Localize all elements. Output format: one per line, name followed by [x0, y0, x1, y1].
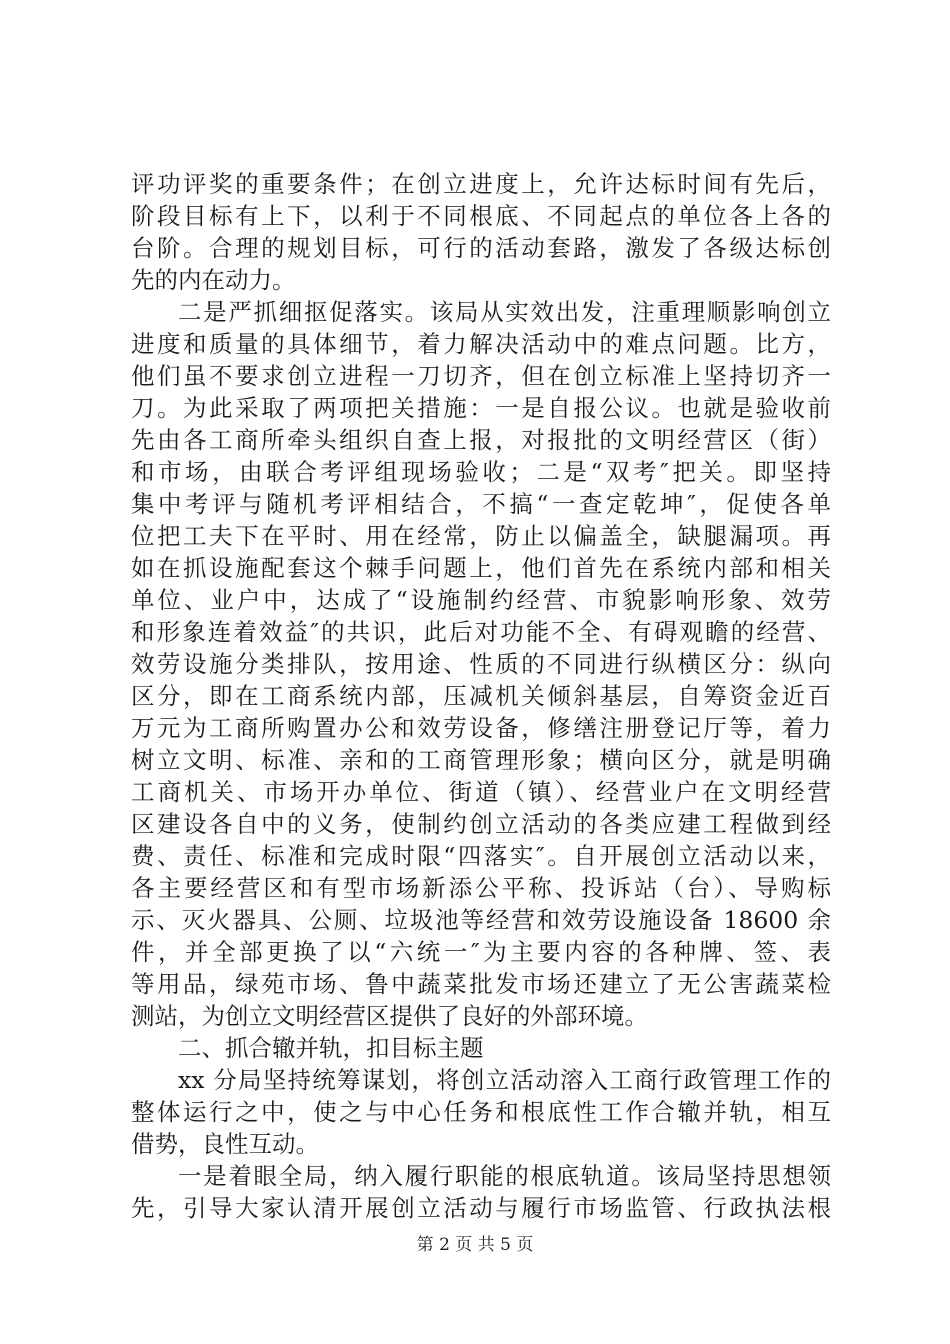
- text-line: 如在抓设施配套这个棘手问题上，他们首先在系统内部和相关: [131, 554, 831, 582]
- text-line: 工商机关、市场开办单位、街道（镇）、经营业户在文明经营: [131, 778, 831, 806]
- text-line: 一是着眼全局，纳入履行职能的根底轨道。该局坚持思想领: [178, 1162, 831, 1190]
- text-line: 单位、业户中，达成了“设施制约经营、市貌影响形象、效劳: [131, 586, 831, 614]
- text-line: 借势，良性互动。: [131, 1130, 319, 1158]
- text-line: 各主要经营区和有型市场新添公平称、投诉站（台）、导购标: [131, 874, 831, 902]
- text-line: 先由各工商所牵头组织自查上报，对报批的文明经营区（街）: [131, 426, 831, 454]
- text-line: 二是严抓细抠促落实。该局从实效出发，注重理顺影响创立: [178, 298, 831, 326]
- text-line: 集中考评与随机考评相结合，不搞“一查定乾坤″，促使各单: [131, 490, 831, 518]
- text-line: 先，引导大家认清开展创立活动与履行市场监管、行政执法根: [131, 1194, 831, 1222]
- text-line: 位把工夫下在平时、用在经常，防止以偏盖全，缺腿漏项。再: [131, 522, 831, 550]
- text-line: 效劳设施分类排队，按用途、性质的不同进行纵横区分：纵向: [131, 650, 831, 678]
- text-line: xx 分局坚持统筹谋划，将创立活动溶入工商行政管理工作的: [178, 1066, 831, 1094]
- text-line: 整体运行之中，使之与中心任务和根底性工作合辙并轨，相互: [131, 1098, 831, 1126]
- text-line: 和形象连着效益″的共识，此后对功能不全、有碍观瞻的经营、: [131, 618, 831, 646]
- text-line: 万元为工商所购置办公和效劳设备，修缮注册登记厅等，着力: [131, 714, 831, 742]
- text-line: 费、责任、标准和完成时限“四落实″。自开展创立活动以来，: [131, 842, 831, 870]
- text-line: 件，并全部更换了以“六统一″为主要内容的各种牌、签、表: [131, 938, 831, 966]
- text-line: 区分，即在工商系统内部，压减机关倾斜基层，自筹资金近百: [131, 682, 831, 710]
- text-line: 先的内在动力。: [131, 266, 296, 294]
- text-line: 树立文明、标准、亲和的工商管理形象；横向区分，就是明确: [131, 746, 831, 774]
- text-line: 测站，为创立文明经营区提供了良好的外部环境。: [131, 1002, 648, 1030]
- text-line: 评功评奖的重要条件；在创立进度上，允许达标时间有先后，: [131, 170, 831, 198]
- text-line: 阶段目标有上下，以利于不同根底、不同起点的单位各上各的: [131, 202, 831, 230]
- document-body: [131, 168, 831, 1224]
- text-line: 刀。为此采取了两项把关措施：一是自报公议。也就是验收前: [131, 394, 831, 422]
- page-footer: 第 2 页 共 5 页: [416, 1235, 534, 1255]
- text-line: 示、灭火器具、公厕、垃圾池等经营和效劳设施设备 18600 余: [131, 906, 831, 934]
- text-line: 台阶。合理的规划目标，可行的活动套路，激发了各级达标创: [131, 234, 831, 262]
- text-line: 等用品，绿苑市场、鲁中蔬菜批发市场还建立了无公害蔬菜检: [131, 970, 831, 998]
- text-line: 二、抓合辙并轨，扣目标主题: [178, 1034, 484, 1062]
- text-line: 区建设各自中的义务，使制约创立活动的各类应建工程做到经: [131, 810, 831, 838]
- text-line: 他们虽不要求创立进程一刀切齐，但在创立标准上坚持切齐一: [131, 362, 831, 390]
- text-line: 和市场，由联合考评组现场验收；二是“双考″把关。即坚持: [131, 458, 831, 486]
- text-line: 进度和质量的具体细节，着力解决活动中的难点问题。比方，: [131, 330, 831, 358]
